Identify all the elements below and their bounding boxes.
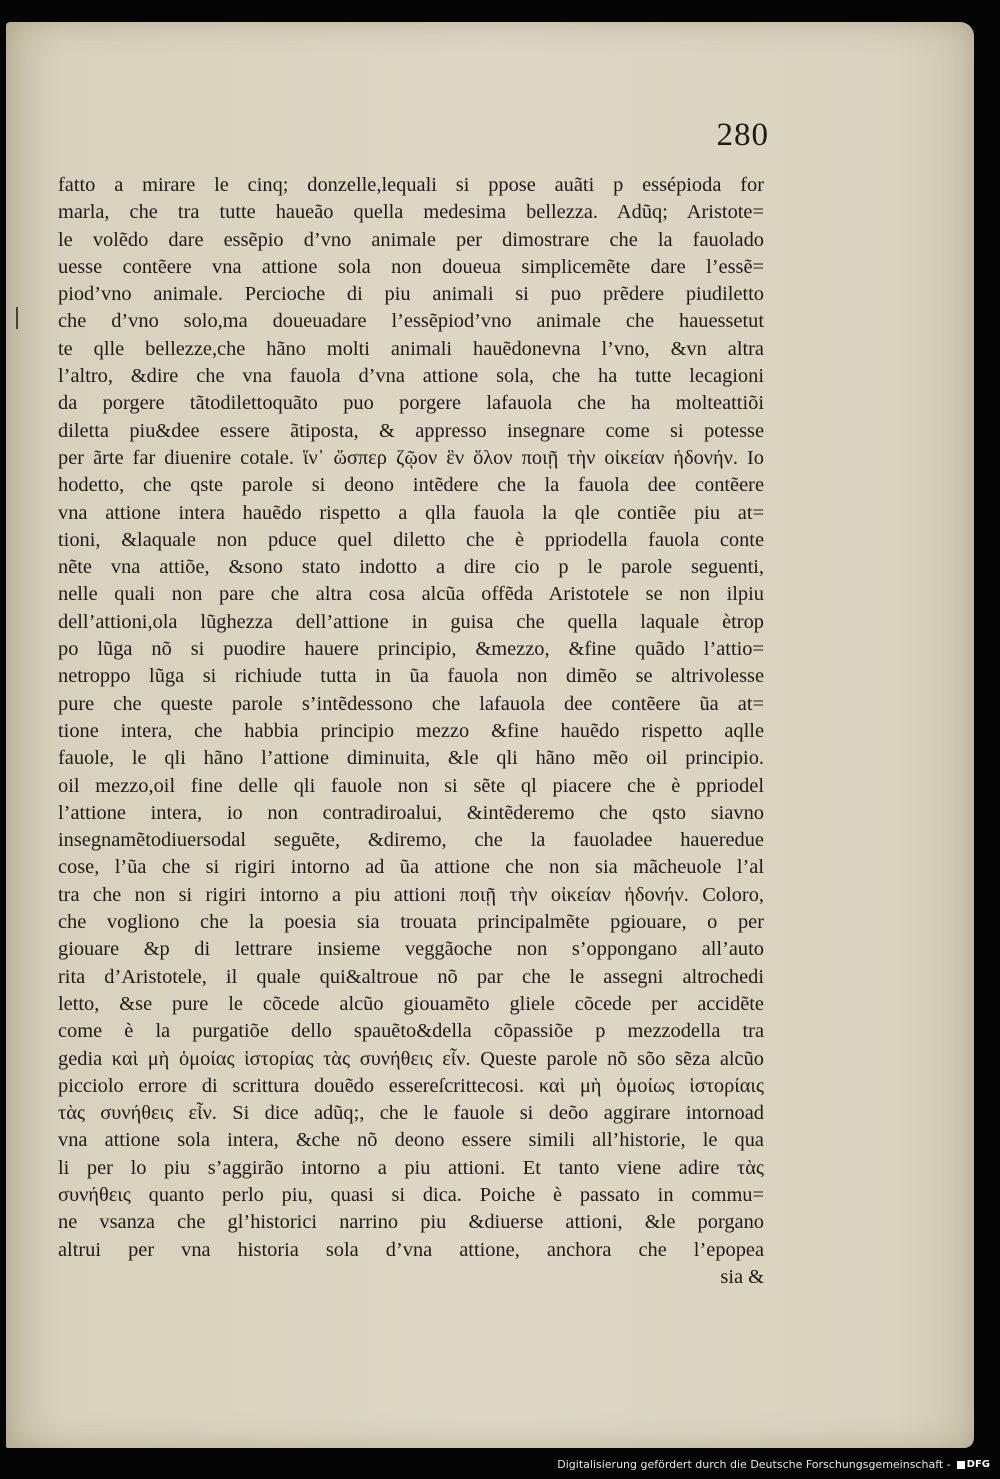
text-line: uesse contẽere vna attione sola non doueua simplicemẽte dare l’essẽ= bbox=[58, 255, 764, 278]
text-line: dell’attioni,ola lũghezza dell’attione in guisa che quella laquale ètrop bbox=[58, 610, 764, 633]
footer bbox=[557, 1458, 990, 1471]
text-line: συνήθεις quanto perlo piu, quasi si dica. Poiche è passato in commu= bbox=[58, 1183, 764, 1206]
text-line: ne vsanza che gl’historici narrino piu &diuerse attioni, &le porgano bbox=[58, 1211, 764, 1234]
text-block bbox=[58, 172, 764, 1291]
text-line: tra che non si rigiri intorno a piu attioni ποιῇ τὴν οἰκείαν ἡδονήν. Coloro, bbox=[58, 883, 764, 906]
dfg-logo-icon bbox=[957, 1459, 990, 1470]
text-line: pure che queste parole s’intẽdessono che lafauola dee contẽere ũa at= bbox=[58, 692, 764, 715]
text-line: l’attione intera, io non contradiroalui, &intẽderemo che qsto siavno bbox=[58, 801, 764, 824]
text-line: netroppo lũga si richiude tutta in ũa fauola non dimẽo se altrivolesse bbox=[58, 665, 764, 688]
text-line: letto, &se pure le cõcede alcũo giouamẽto gliele cõcede per accidẽte bbox=[58, 992, 764, 1015]
text-line: te qlle bellezze,che hãno molti animali hauẽdonevna l’vno, &vn altra bbox=[58, 337, 764, 360]
dfg-logo-text: DFG bbox=[966, 1459, 990, 1470]
margin-mark bbox=[16, 307, 18, 329]
text-line: giouare &p di lettrare insieme veggãoche non s’oppongano all’auto bbox=[58, 938, 764, 961]
text-line: hodetto, che qste parole si deono intẽdere che la fauola dee contẽere bbox=[58, 474, 764, 497]
book-page bbox=[6, 22, 974, 1448]
text-line: fauole, le qli hãno l’attione diminuita, &le qli hãno mẽo oil principio. bbox=[58, 747, 764, 770]
text-line: le volẽdo dare essẽpio d’vno animale per dimostrare che la fauolado bbox=[58, 228, 764, 251]
text-line: nelle quali non pare che altra cosa alcũa offẽda Aristotele se non ilpiu bbox=[58, 583, 764, 606]
text-line: rita d’Aristotele, il quale qui&altroue nõ par che le assegni altrochedi bbox=[58, 965, 764, 988]
text-line: tioni, &laquale non pduce quel diletto che è ppriodella fauola conte bbox=[58, 528, 764, 551]
text-line: vna attione sola intera, &che nõ deono essere simili all’historie, le qua bbox=[58, 1129, 764, 1152]
text-line: che d’vno solo,ma doueuadare l’essẽpiod’vno animale che hauessetut bbox=[58, 310, 764, 333]
text-line: vna attione intera hauẽdo rispetto a qlla fauola la qle contiẽe piu at= bbox=[58, 501, 764, 524]
text-line: marla, che tra tutte haueão quella medesima bellezza. Adũq; Aristote= bbox=[58, 201, 764, 224]
text-line: da porgere tãtodilettoquãto puo porgere lafauola che ha molteattiõi bbox=[58, 392, 764, 415]
text-line: fatto a mirare le cinq; donzelle,lequali si ppose auãti p essépioda for bbox=[58, 174, 764, 196]
text-line: tione intera, che habbia principio mezzo &fine hauẽdo rispetto aqlle bbox=[58, 719, 764, 742]
text-line: per ãrte far diuenire cotale. ἵν᾽ ὥσπερ ζῷον ἓν ὅλον ποιῇ τὴν οἰκείαν ἡδονήν. Io bbox=[58, 446, 764, 469]
text-line: diletta piu&dee essere ãtiposta, & appresso insegnare come si potesse bbox=[58, 419, 764, 442]
text-line: gedia καὶ μὴ ὁμοίας ἱστορίας τὰς συνήθεις εἶν. Queste parole nõ sõo sẽza alcũo bbox=[58, 1047, 764, 1070]
text-line: τὰς συνήθεις εἶν. Si dice adũq;, che le fauole si deõo aggirare intornoad bbox=[58, 1102, 764, 1125]
text-line: picciolo errore di scrittura douẽdo essereſcrittecosi. καὶ μὴ ὁμοίως ἱστορίαις bbox=[58, 1074, 764, 1097]
logo-square-icon bbox=[957, 1461, 965, 1469]
text-line: insegnamẽtodiuersodal seguẽte, &diremo, che la fauoladee haueredue bbox=[58, 829, 764, 852]
text-line: altrui per vna historia sola d’vna attione, anchora che l’epopea bbox=[58, 1238, 764, 1261]
text-line: come è la purgatiõe dello spauẽto&della cõpassiõe p mezzodella tra bbox=[58, 1020, 764, 1043]
text-line: l’altro, &dire che vna fauola d’vna attione sola, che ha tutte lecagioni bbox=[58, 365, 764, 388]
text-line: po lũga nõ si puodire hauere principio, &mezzo, &fine quãdo l’attio= bbox=[58, 638, 764, 661]
text-line: sia & bbox=[720, 1265, 764, 1288]
text-line: li per lo piu s’aggirão intorno a piu attioni. Et tanto viene adire τὰς bbox=[58, 1156, 764, 1179]
footer-credit: Digitalisierung gefördert durch die Deutsche Forschungsgemeinschaft - bbox=[557, 1458, 951, 1471]
text-line: cose, l’ũa che si rigiri intorno ad ũa attione che non sia mãcheuole l’al bbox=[58, 856, 764, 879]
text-line: piod’vno animale. Percioche di piu animali si puo prẽdere piudiletto bbox=[58, 283, 764, 306]
text-line: oil mezzo,oil fine delle qli fauole non si sẽte ql piacere che è ppriodel bbox=[58, 774, 764, 797]
text-line: che vogliono che la poesia sia trouata principalmẽte pgiouare, o per bbox=[58, 911, 764, 934]
text-line: nẽte vna attiõe, &sono stato indotto a dire cio p le parole seguenti, bbox=[58, 556, 764, 579]
page-number: 280 bbox=[716, 117, 769, 153]
